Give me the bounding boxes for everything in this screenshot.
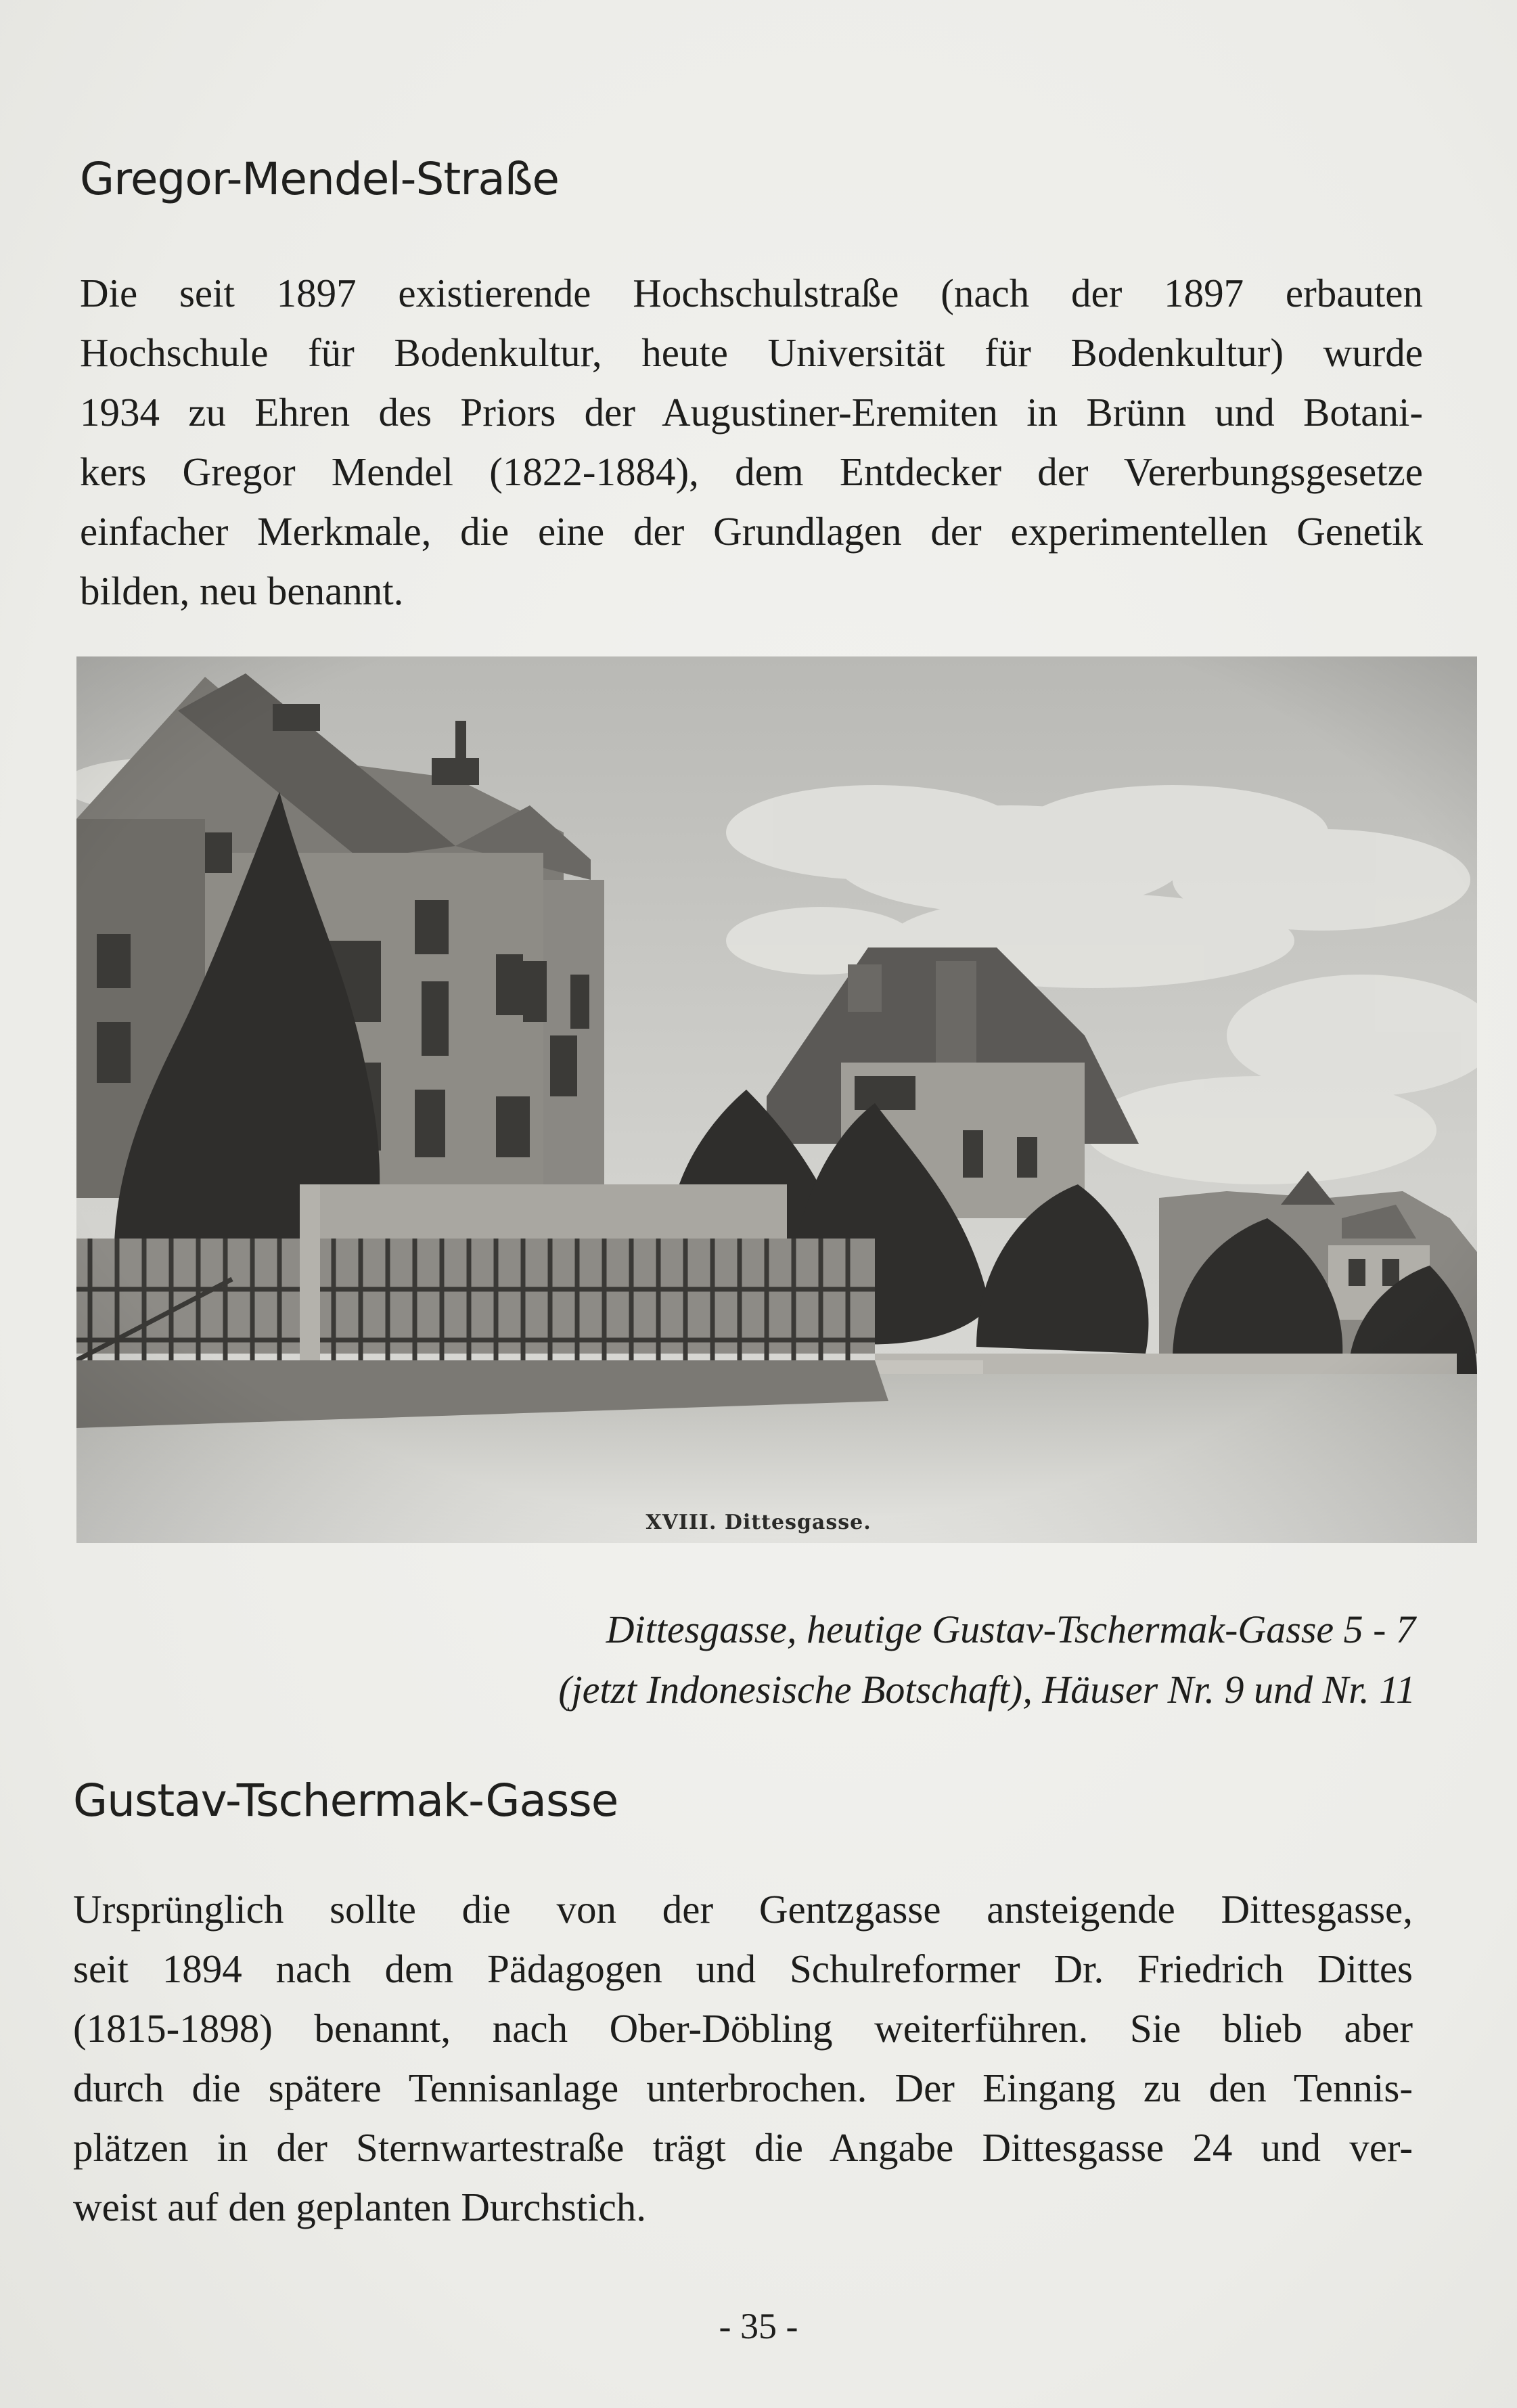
- paragraph-gregor-mendel-strasse: [80, 263, 1423, 621]
- caption-line: Dittesgasse, heutige Gustav-Tschermak-Gasse 5 - 7: [606, 1607, 1416, 1651]
- paragraph-line: seit 1894 nach dem Pädagogen und Schulreformer Dr. Friedrich Dittes: [73, 1946, 1413, 1991]
- paragraph-line: bilden, neu benannt.: [80, 568, 404, 613]
- paragraph-line: Hochschule für Bodenkultur, heute Universität für Bodenkultur) wurde: [80, 330, 1423, 375]
- paragraph-line: (1815-1898) benannt, nach Ober-Döbling weiterführen. Sie blieb aber: [73, 2006, 1413, 2051]
- paragraph-line: weist auf den geplanten Durchstich.: [73, 2185, 647, 2229]
- page-number: - 35 -: [719, 2306, 798, 2346]
- section-heading-gregor-mendel-strasse: Gregor-Mendel-Straße: [80, 153, 559, 205]
- photo-inscription: XVIII. Dittesgasse.: [646, 1511, 871, 1534]
- paragraph-line: 1934 zu Ehren des Priors der Augustiner-Eremiten in Brünn und Botani-: [80, 390, 1423, 434]
- caption-line: (jetzt Indonesische Botschaft), Häuser Nr. 9 und Nr. 11: [558, 1668, 1416, 1712]
- paragraph-line: Die seit 1897 existierende Hochschulstraße (nach der 1897 erbauten: [80, 271, 1423, 315]
- historic-photo-dittesgasse: [76, 656, 1477, 1543]
- paragraph-line: einfacher Merkmale, die eine der Grundlagen der experimentellen Genetik: [80, 509, 1423, 554]
- paragraph-line: Ursprünglich sollte die von der Gentzgasse ansteigende Dittesgasse,: [73, 1887, 1413, 1932]
- photo-caption: [198, 1599, 1416, 1720]
- paragraph-line: kers Gregor Mendel (1822-1884), dem Entdecker der Vererbungsgesetze: [80, 449, 1423, 494]
- paragraph-gustav-tschermak-gasse: [73, 1879, 1413, 2237]
- paragraph-line: durch die spätere Tennisanlage unterbrochen. Der Eingang zu den Tennis-: [73, 2066, 1413, 2110]
- paragraph-line: plätzen in der Sternwartestraße trägt die Angabe Dittesgasse 24 und ver-: [73, 2125, 1413, 2170]
- section-heading-gustav-tschermak-gasse: Gustav-Tschermak-Gasse: [73, 1775, 618, 1827]
